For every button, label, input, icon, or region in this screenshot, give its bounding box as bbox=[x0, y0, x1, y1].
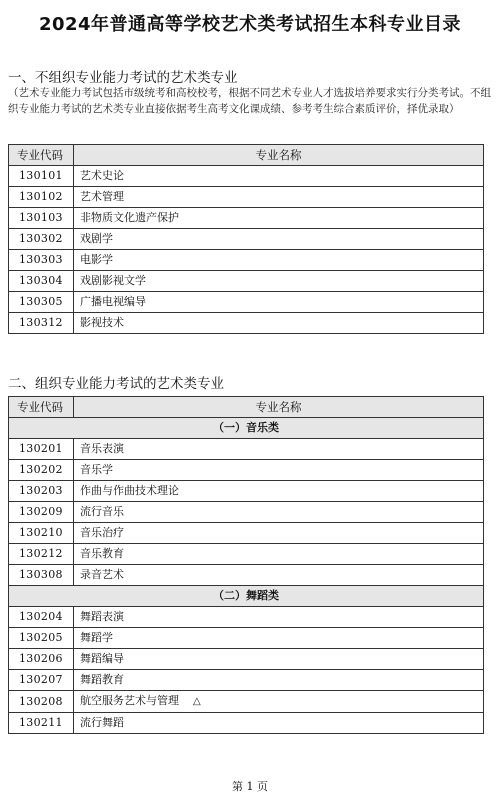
table-row bbox=[9, 313, 484, 334]
table-row bbox=[9, 670, 484, 691]
major-name bbox=[74, 670, 484, 691]
table-row bbox=[9, 649, 484, 670]
major-name bbox=[74, 691, 484, 713]
table-body bbox=[9, 418, 484, 734]
table-non-exam-majors bbox=[8, 144, 484, 334]
major-name-text: 音乐表演 bbox=[80, 442, 124, 455]
major-name-text: 影视技术 bbox=[80, 316, 124, 329]
table-row bbox=[9, 250, 484, 271]
column-header-code: 专业代码 bbox=[9, 397, 74, 418]
major-name bbox=[74, 460, 484, 481]
major-name bbox=[74, 523, 484, 544]
table-row bbox=[9, 544, 484, 565]
major-name-text: 广播电视编导 bbox=[80, 295, 146, 308]
table-row bbox=[9, 502, 484, 523]
major-code: 130103 bbox=[9, 208, 74, 229]
major-name-text: 流行舞蹈 bbox=[80, 716, 124, 729]
table-body bbox=[9, 166, 484, 334]
major-code: 130212 bbox=[9, 544, 74, 565]
major-name-text: 录音艺术 bbox=[80, 568, 124, 581]
table-row bbox=[9, 691, 484, 713]
major-name bbox=[74, 439, 484, 460]
table-row bbox=[9, 439, 484, 460]
table-exam-majors bbox=[8, 396, 484, 734]
major-name bbox=[74, 502, 484, 523]
major-code: 130211 bbox=[9, 713, 74, 734]
major-name bbox=[74, 250, 484, 271]
table-row bbox=[9, 292, 484, 313]
table-row bbox=[9, 460, 484, 481]
major-name bbox=[74, 187, 484, 208]
major-code: 130209 bbox=[9, 502, 74, 523]
major-name-text: 音乐学 bbox=[80, 463, 113, 476]
major-code: 130304 bbox=[9, 271, 74, 292]
major-code: 130302 bbox=[9, 229, 74, 250]
major-name-text: 作曲与作曲技术理论 bbox=[80, 484, 179, 497]
major-name-text: 艺术史论 bbox=[80, 169, 124, 182]
column-header-name: 专业名称 bbox=[74, 145, 484, 166]
major-code: 130206 bbox=[9, 649, 74, 670]
major-code: 130202 bbox=[9, 460, 74, 481]
major-code: 130203 bbox=[9, 481, 74, 502]
category-row bbox=[9, 586, 484, 607]
table-header-row bbox=[9, 397, 484, 418]
major-name-text: 非物质文化遗产保护 bbox=[80, 211, 179, 224]
major-name-text: 电影学 bbox=[80, 253, 113, 266]
major-name bbox=[74, 565, 484, 586]
major-name bbox=[74, 208, 484, 229]
table-row bbox=[9, 565, 484, 586]
major-name bbox=[74, 649, 484, 670]
table-row bbox=[9, 208, 484, 229]
page-title: 2024年普通高等学校艺术类考试招生本科专业目录 bbox=[38, 14, 462, 35]
major-code: 130207 bbox=[9, 670, 74, 691]
major-name-text: 音乐治疗 bbox=[80, 526, 124, 539]
major-code: 130205 bbox=[9, 628, 74, 649]
major-name bbox=[74, 628, 484, 649]
major-code: 130204 bbox=[9, 607, 74, 628]
major-name bbox=[74, 292, 484, 313]
major-code: 130303 bbox=[9, 250, 74, 271]
section-note: （艺术专业能力考试包括市级统考和高校校考，根据不同艺术专业人才选拔培养要求实行分类考试。不组织专业能力考试的艺术类专业直接依据考生高考文化课成绩、参考考生综合素质评价，择优录取） bbox=[8, 87, 491, 115]
major-code: 130102 bbox=[9, 187, 74, 208]
table-header-row bbox=[9, 145, 484, 166]
table-row bbox=[9, 187, 484, 208]
major-code: 130208 bbox=[9, 691, 74, 713]
triangle-mark-icon: △ bbox=[193, 696, 201, 707]
major-name-text: 戏剧影视文学 bbox=[80, 274, 146, 287]
table-row bbox=[9, 271, 484, 292]
table-row bbox=[9, 229, 484, 250]
major-name-text: 舞蹈编导 bbox=[80, 652, 124, 665]
major-name bbox=[74, 229, 484, 250]
page-number: 第 1 页 bbox=[232, 780, 268, 793]
major-code: 130101 bbox=[9, 166, 74, 187]
section-heading-1: 一、不组织专业能力考试的艺术类专业 bbox=[8, 70, 238, 86]
major-name bbox=[74, 607, 484, 628]
major-code: 130308 bbox=[9, 565, 74, 586]
major-code: 130312 bbox=[9, 313, 74, 334]
major-code: 130305 bbox=[9, 292, 74, 313]
major-name bbox=[74, 166, 484, 187]
major-name-text: 舞蹈教育 bbox=[80, 673, 124, 686]
table-row bbox=[9, 481, 484, 502]
category-label: （一）音乐类 bbox=[9, 418, 484, 439]
column-header-name: 专业名称 bbox=[74, 397, 484, 418]
table-row bbox=[9, 607, 484, 628]
major-name-text: 舞蹈表演 bbox=[80, 610, 124, 623]
major-name-text: 艺术管理 bbox=[80, 190, 124, 203]
major-name bbox=[74, 313, 484, 334]
major-code: 130210 bbox=[9, 523, 74, 544]
major-name-text: 音乐教育 bbox=[80, 547, 124, 560]
category-row bbox=[9, 418, 484, 439]
major-code: 130201 bbox=[9, 439, 74, 460]
major-name bbox=[74, 544, 484, 565]
major-name-text: 戏剧学 bbox=[80, 232, 113, 245]
major-name bbox=[74, 271, 484, 292]
major-name-text: 舞蹈学 bbox=[80, 631, 113, 644]
section-heading-2: 二、组织专业能力考试的艺术类专业 bbox=[8, 376, 224, 392]
category-label: （二）舞蹈类 bbox=[9, 586, 484, 607]
major-name-text: 流行音乐 bbox=[80, 505, 124, 518]
column-header-code: 专业代码 bbox=[9, 145, 74, 166]
table-row bbox=[9, 628, 484, 649]
major-name-text: 航空服务艺术与管理 bbox=[80, 694, 179, 707]
table-row bbox=[9, 713, 484, 734]
table-row bbox=[9, 523, 484, 544]
major-name bbox=[74, 713, 484, 734]
table-row bbox=[9, 166, 484, 187]
major-name bbox=[74, 481, 484, 502]
